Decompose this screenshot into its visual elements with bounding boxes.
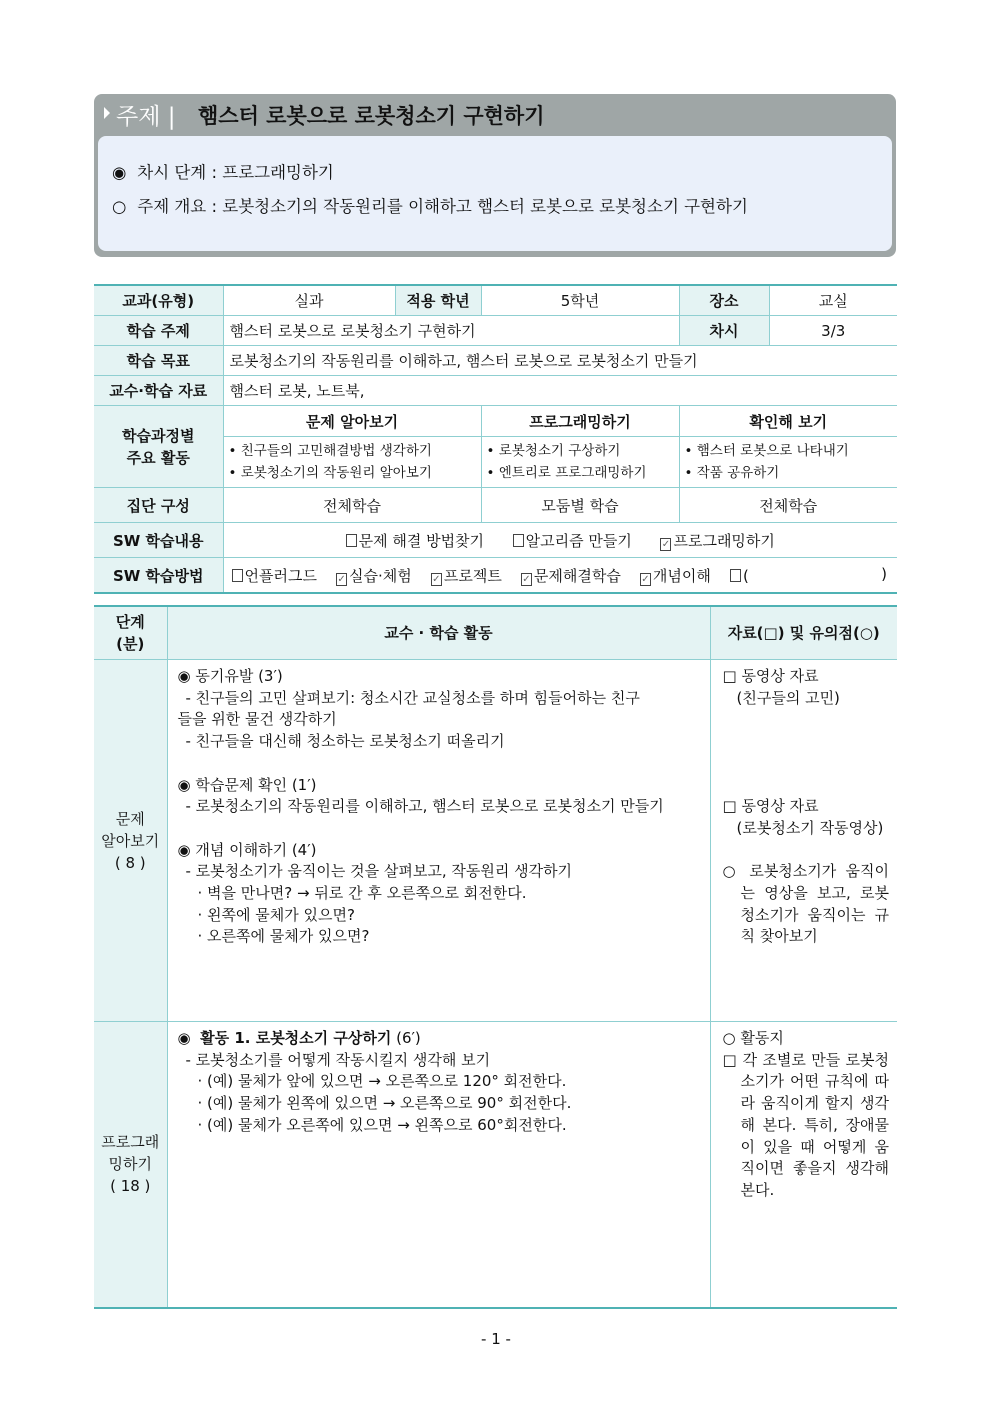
stage-time: ( 18 ) — [110, 1177, 151, 1196]
lesson-plan-table — [94, 605, 897, 1309]
table-row — [94, 346, 897, 376]
process-head-2: 프로그래밍하기 — [481, 406, 679, 437]
note-item: ○ 활동지 — [722, 1029, 784, 1047]
process-label-line-1: 학습과정별 — [122, 426, 195, 445]
stage-header-line-2: (분) — [116, 635, 145, 653]
topic-banner — [94, 94, 896, 257]
stage-problem-notes — [710, 660, 897, 1022]
subject-value: 실과 — [223, 285, 395, 316]
lesson-info-table — [94, 284, 897, 594]
note-item: □ 각 조별로 만들 로봇청소기가 어떤 규칙에 따라 움직이게 할지 생각해 본다. 특히, 장애물이 있을 때 어떻게 움직이면 좋을지 생각해 본다. — [722, 1050, 889, 1199]
notes-header: 자료(□) 및 유의점(○) — [710, 606, 897, 660]
list-item: • 작품 공유하기 — [684, 465, 780, 481]
activity-time: (6′) — [396, 1029, 421, 1047]
checkbox-icon — [346, 534, 357, 547]
sw-method-option: 실습·체험 — [349, 566, 412, 585]
list-item: • 엔트리로 프로그래밍하기 — [486, 465, 647, 481]
activity-text: - 친구들을 대신해 청소하는 로봇청소기 떠올리기 — [185, 732, 505, 751]
grade-value: 5학년 — [481, 285, 679, 316]
banner-title: 햄스터 로봇으로 로봇청소기 구현하기 — [198, 104, 545, 128]
process-head-1: 문제 알아보기 — [223, 406, 481, 437]
stage-programming — [94, 1022, 167, 1308]
note-item: □ 동영상 자료 — [722, 797, 819, 816]
table-row — [94, 285, 897, 316]
checkbox-checked-icon: ✓ — [641, 573, 650, 585]
sw-content-option: 문제 해결 방법찾기 — [358, 531, 485, 550]
stage-name: 프로그래 — [101, 1133, 160, 1152]
table-header-row — [94, 606, 897, 660]
checkbox-checked-icon: ✓ — [522, 573, 531, 585]
material-value: 햄스터 로봇, 노트북, — [223, 376, 897, 406]
activity-heading: ◉ 동기유발 (3′) — [177, 667, 283, 685]
table-row — [94, 488, 897, 523]
note-item: (로봇청소기 작동영상) — [736, 818, 884, 837]
list-item: • 로봇청소기의 작동원리 알아보기 — [228, 465, 432, 481]
activity-text: · 오른쪽에 물체가 있으면? — [197, 927, 370, 946]
session-label: 차시 — [679, 316, 769, 346]
note-item: (친구들의 고민) — [736, 688, 840, 707]
table-row — [94, 376, 897, 406]
list-item: • 친구들의 고민해결방법 생각하기 — [228, 443, 432, 459]
topic-overview-text: 주제 개요 : 로봇청소기의 작동원리를 이해하고 햄스터 로봇으로 로봇청소기 구현하기 — [137, 197, 748, 216]
group-value-1: 전체학습 — [223, 488, 481, 523]
activity-heading: ◉ 학습문제 확인 (1′) — [177, 775, 317, 794]
sw-method-option: 프로젝트 — [443, 566, 502, 585]
sw-method-option: 언플러그드 — [244, 566, 317, 585]
table-row — [94, 660, 897, 1022]
stage-header — [94, 606, 167, 660]
sw-method-options — [223, 558, 897, 594]
stage-name: 문제 — [115, 809, 145, 828]
goal-value: 로봇청소기의 작동원리를 이해하고, 햄스터 로봇으로 로봇청소기 만들기 — [223, 346, 897, 376]
checkbox-icon — [513, 534, 524, 547]
stage-problem-activities — [167, 660, 710, 1022]
group-value-3: 전체학습 — [679, 488, 897, 523]
sw-method-option: 문제해결학습 — [533, 566, 621, 585]
activity-heading: ◉ 개념 이해하기 (4′) — [177, 840, 317, 859]
process-items-2 — [481, 437, 679, 488]
activity-text: 들을 위한 물건 생각하기 — [177, 710, 337, 729]
sw-content-label: SW 학습내용 — [94, 523, 223, 558]
checkbox-icon — [232, 569, 243, 582]
material-label: 교수·학습 자료 — [94, 376, 223, 406]
table-row — [94, 406, 897, 437]
place-label: 장소 — [679, 285, 769, 316]
activity-text: · 벽을 만나면? → 뒤로 간 후 오른쪽으로 회전한다. — [197, 884, 527, 902]
banner-tag: 주제 | — [116, 104, 176, 130]
stage-name: 밍하기 — [108, 1155, 152, 1174]
sw-method-close: ) — [881, 564, 887, 583]
list-item: • 로봇청소기 구상하기 — [486, 443, 621, 459]
activity-header: 교수 · 학습 활동 — [167, 606, 710, 660]
sw-content-options — [223, 523, 897, 558]
process-label-line-2: 주요 활동 — [126, 448, 190, 467]
radio-filled-icon: ◉ — [112, 163, 127, 182]
subject-label: 교과(유형) — [94, 285, 223, 316]
circle-icon: ○ — [112, 197, 127, 216]
note-item: □ 동영상 자료 — [722, 667, 819, 685]
table-row — [94, 1022, 897, 1308]
process-head-3: 확인해 보기 — [679, 406, 897, 437]
sw-method-option: 개념이해 — [652, 566, 711, 585]
activity-text: - 로봇청소기가 움직이는 것을 살펴보고, 작동원리 생각하기 — [185, 862, 573, 881]
banner-summary-box — [98, 136, 892, 251]
sw-method-label: SW 학습방법 — [94, 558, 223, 594]
stage-programming-activities — [167, 1022, 710, 1308]
table-row — [94, 316, 897, 346]
checkbox-checked-icon: ✓ — [661, 538, 671, 550]
process-items-3 — [679, 437, 897, 488]
sw-content-option: 프로그래밍하기 — [673, 531, 775, 550]
checkbox-icon — [730, 569, 741, 582]
checkbox-checked-icon: ✓ — [337, 573, 346, 585]
stage-time: ( 8 ) — [114, 853, 146, 872]
topic-overview-line — [112, 190, 892, 224]
activity-text: · (예) 물체가 앞에 있으면 → 오른쪽으로 120° 회전한다. — [197, 1072, 567, 1091]
group-label: 집단 구성 — [94, 488, 223, 523]
note-item: ○ 로봇청소기가 움직이는 영상을 보고, 로봇청소기가 움직이는 규칙 찾아보기 — [722, 862, 889, 946]
stage-programming-notes — [710, 1022, 897, 1308]
process-label — [94, 406, 223, 488]
topic-label: 학습 주제 — [94, 316, 223, 346]
topic-value: 햄스터 로봇으로 로봇청소기 구현하기 — [223, 316, 679, 346]
activity-title: 활동 1. 로봇청소기 구상하기 — [200, 1029, 392, 1047]
table-row — [94, 558, 897, 594]
stage-header-line-1: 단계 — [115, 613, 145, 631]
radio-filled-icon: ◉ — [177, 1029, 191, 1047]
process-items-1 — [223, 437, 481, 488]
place-value: 교실 — [769, 285, 897, 316]
group-value-2: 모둠별 학습 — [481, 488, 679, 523]
session-stage-text: 차시 단계 : 프로그래밍하기 — [137, 163, 334, 182]
sw-content-option: 알고리즘 만들기 — [525, 531, 632, 550]
activity-text: · 왼쪽에 물체가 있으면? — [197, 905, 355, 924]
grade-label: 적용 학년 — [395, 285, 481, 316]
list-item: • 햄스터 로봇으로 나타내기 — [684, 443, 849, 459]
activity-text: - 친구들의 고민 살펴보기: 청소시간 교실청소를 하며 힘들어하는 친구 — [185, 688, 640, 707]
session-value: 3/3 — [769, 316, 897, 346]
activity-text: - 로봇청소기의 작동원리를 이해하고, 햄스터 로봇으로 로봇청소기 만들기 — [185, 797, 664, 816]
stage-name: 알아보기 — [101, 831, 160, 850]
goal-label: 학습 목표 — [94, 346, 223, 376]
page-number: - 1 - — [481, 1330, 511, 1348]
banner-header — [94, 94, 896, 134]
session-stage-line — [112, 156, 892, 190]
table-row — [94, 523, 897, 558]
activity-text: · (예) 물체가 왼쪽에 있으면 → 오른쪽으로 90° 회전한다. — [197, 1094, 572, 1113]
stage-problem — [94, 660, 167, 1022]
checkbox-checked-icon: ✓ — [432, 573, 441, 585]
activity-text: · (예) 물체가 오른쪽에 있으면 → 왼쪽으로 60°회전한다. — [197, 1115, 567, 1134]
sw-method-option-other: ( — [742, 566, 749, 585]
triangle-right-icon — [104, 107, 110, 119]
activity-text: - 로봇청소기를 어떻게 작동시킬지 생각해 보기 — [185, 1050, 491, 1069]
activity-heading — [178, 1028, 700, 1050]
